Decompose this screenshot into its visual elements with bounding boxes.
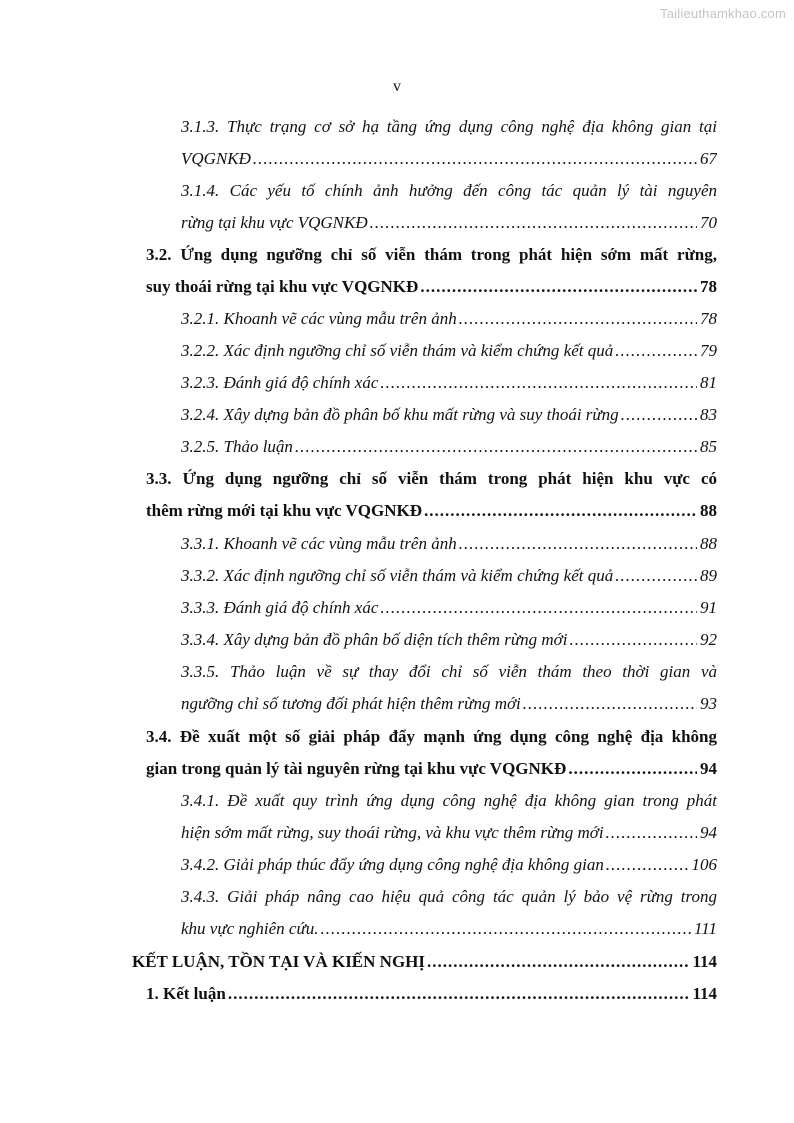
toc-entry-3-1-4-line1: 3.1.4. Các yếu tố chính ảnh hưởng đến công tác quản lý tài nguyên — [181, 181, 717, 200]
dot-leader — [459, 303, 697, 335]
dot-leader — [370, 207, 697, 239]
dot-leader — [523, 688, 697, 720]
toc-page-number: 114 — [692, 952, 717, 971]
toc-entry-3-2-line2 — [146, 271, 717, 303]
toc-page-number: 89 — [700, 566, 717, 585]
dot-leader — [321, 913, 692, 945]
dot-leader — [615, 560, 697, 592]
toc-entry-title: 1. Kết luận — [146, 984, 226, 1003]
toc-entry-3-1-3-line2 — [181, 143, 717, 175]
toc-entry-3-4-line1: 3.4. Đề xuất một số giải pháp đẩy mạnh ứng dụng công nghệ địa không — [146, 727, 717, 746]
toc-entry-3-3-4 — [181, 624, 717, 656]
toc-entry-title: VQGNKĐ — [181, 149, 251, 168]
toc-page-number: 94 — [700, 823, 717, 842]
toc-entry-ket-luan-section — [132, 946, 717, 978]
watermark: Tailieuthamkhao.com — [660, 6, 786, 21]
toc-page-number: 88 — [700, 534, 717, 553]
dot-leader — [420, 271, 697, 303]
toc-page-number: 78 — [700, 277, 717, 296]
toc-entry-title: 3.2.4. Xây dựng bản đồ phân bố khu mất rừng và suy thoái rừng — [181, 405, 619, 424]
page-number: v — [393, 78, 401, 95]
dot-leader — [228, 978, 690, 1010]
toc-entry-3-2-1 — [181, 303, 717, 335]
toc-entry-3-3-line1: 3.3. Ứng dụng ngưỡng chỉ số viễn thám trong phát hiện khu vực có — [146, 469, 717, 488]
dot-leader — [424, 495, 697, 527]
toc-entry-title: ngưỡng chỉ số tương đối phát hiện thêm rừng mới — [181, 694, 521, 713]
toc-entry-title: khu vực nghiên cứu. — [181, 919, 319, 938]
toc-entry-title: 3.3.3. Đánh giá độ chính xác — [181, 598, 379, 617]
toc-page-number: 79 — [700, 341, 717, 360]
dot-leader — [569, 624, 697, 656]
toc-entry-title: rừng tại khu vực VQGNKĐ — [181, 213, 368, 232]
dot-leader — [427, 946, 689, 978]
dot-leader — [568, 753, 697, 785]
dot-leader — [459, 528, 697, 560]
toc-entry-3-2-3 — [181, 367, 717, 399]
toc-entry-3-2-4 — [181, 399, 717, 431]
toc-entry-title: gian trong quản lý tài nguyên rừng tại khu vực VQGNKĐ — [146, 759, 567, 778]
toc-entry-3-4-3-line1: 3.4.3. Giải pháp nâng cao hiệu quả công tác quản lý bảo vệ rừng trong — [181, 887, 717, 906]
dot-leader — [615, 335, 697, 367]
toc-entry-3-4-1-line1: 3.4.1. Đề xuất quy trình ứng dụng công nghệ địa không gian trong phát — [181, 791, 717, 810]
toc-entry-3-4-line2 — [146, 753, 717, 785]
toc-page-number: 92 — [700, 630, 717, 649]
toc-entry-3-2-5 — [181, 431, 717, 463]
dot-leader — [380, 367, 697, 399]
dot-leader — [253, 143, 697, 175]
toc-entry-title: suy thoái rừng tại khu vực VQGNKĐ — [146, 277, 419, 296]
toc-page-number: 88 — [700, 501, 717, 520]
toc-page-number: 70 — [700, 213, 717, 232]
toc-entry-title: 3.2.2. Xác định ngưỡng chỉ số viễn thám và kiểm chứng kết quả — [181, 341, 614, 360]
toc-page-number: 94 — [700, 759, 717, 778]
toc-page-number: 83 — [700, 405, 717, 424]
toc-entry-title: 3.3.4. Xây dựng bản đồ phân bố diện tích thêm rừng mới — [181, 630, 568, 649]
toc-entry-3-2-2 — [181, 335, 717, 367]
toc-page-number: 78 — [700, 309, 717, 328]
toc-entry-3-3-3 — [181, 592, 717, 624]
toc-entry-title: 3.2.1. Khoanh vẽ các vùng mẫu trên ảnh — [181, 309, 457, 328]
toc-entry-3-3-2 — [181, 560, 717, 592]
toc-page-number: 114 — [692, 984, 717, 1003]
toc-entry-3-4-2 — [181, 849, 717, 881]
toc-page-number: 81 — [700, 373, 717, 392]
toc-entry-1-ket-luan — [146, 978, 717, 1010]
toc-entry-3-4-3-line2 — [181, 913, 717, 945]
toc-page-number: 111 — [694, 919, 717, 938]
toc-entry-3-4-1-line2 — [181, 817, 717, 849]
toc-entry-3-3-5-line1: 3.3.5. Thảo luận về sự thay đổi chỉ số viễn thám theo thời gian và — [181, 662, 717, 681]
dot-leader — [621, 399, 697, 431]
toc-entry-3-3-1 — [181, 528, 717, 560]
toc-entry-title: hiện sớm mất rừng, suy thoái rừng, và khu vực thêm rừng mới — [181, 823, 604, 842]
dot-leader — [606, 849, 689, 881]
toc-entry-title: 3.3.1. Khoanh vẽ các vùng mẫu trên ảnh — [181, 534, 457, 553]
toc-entry-3-3-line2 — [146, 495, 717, 527]
toc-entry-title: KẾT LUẬN, TỒN TẠI VÀ KIẾN NGHỊ — [132, 952, 426, 971]
toc-entry-title: thêm rừng mới tại khu vực VQGNKĐ — [146, 501, 423, 520]
dot-leader — [606, 817, 697, 849]
toc-entry-3-3-5-line2 — [181, 688, 717, 720]
toc-page-number: 67 — [700, 149, 717, 168]
dot-leader — [295, 431, 697, 463]
toc-entry-title: 3.3.2. Xác định ngưỡng chỉ số viễn thám và kiểm chứng kết quả — [181, 566, 614, 585]
toc-entry-title: 3.2.5. Thảo luận — [181, 437, 293, 456]
dot-leader — [380, 592, 697, 624]
toc-page-number: 106 — [691, 855, 717, 874]
toc-entry-3-2-line1: 3.2. Ứng dụng ngưỡng chỉ số viễn thám trong phát hiện sớm mất rừng, — [146, 245, 717, 264]
toc-page-number: 93 — [700, 694, 717, 713]
toc-entry-title: 3.4.2. Giải pháp thúc đẩy ứng dụng công nghệ địa không gian — [181, 855, 604, 874]
toc-entry-3-1-3-line1: 3.1.3. Thực trạng cơ sở hạ tầng ứng dụng công nghệ địa không gian tại — [181, 117, 717, 136]
toc-entry-title: 3.2.3. Đánh giá độ chính xác — [181, 373, 379, 392]
toc-entry-3-1-4-line2 — [181, 207, 717, 239]
toc-page-number: 91 — [700, 598, 717, 617]
toc-page-number: 85 — [700, 437, 717, 456]
